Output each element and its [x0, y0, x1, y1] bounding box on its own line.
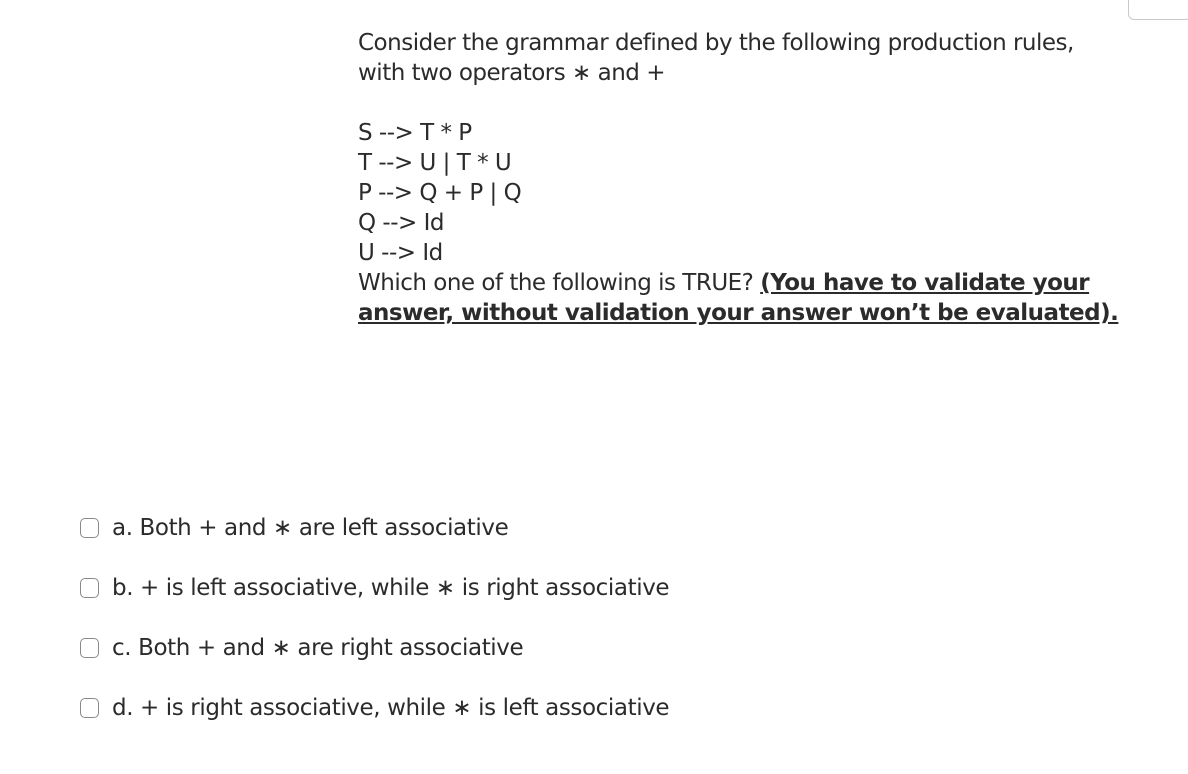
production-rule: U --> Id	[358, 240, 443, 266]
option-c[interactable]	[80, 631, 840, 691]
answer-options	[80, 511, 840, 751]
prompt-text: Which one of the following is TRUE?	[358, 270, 754, 296]
production-rule: S --> T * P	[358, 120, 472, 146]
checkbox[interactable]	[80, 698, 99, 718]
option-d[interactable]	[80, 691, 840, 751]
production-rule: T --> U | T * U	[358, 150, 512, 176]
production-rules	[358, 118, 1158, 268]
intro-line-1: Consider the grammar defined by the following production rules,	[358, 30, 1074, 56]
option-label: c. Both + and ∗ are right associative	[112, 635, 524, 661]
option-a[interactable]	[80, 511, 840, 571]
checkbox[interactable]	[80, 578, 99, 598]
production-rule: Q --> Id	[358, 210, 444, 236]
corner-button[interactable]	[1128, 0, 1188, 20]
checkbox[interactable]	[80, 638, 99, 658]
validation-note: (You have to validate your answer, without validation your answer won’t be evaluated).	[358, 270, 1119, 326]
checkbox[interactable]	[80, 518, 99, 538]
production-rule: P --> Q + P | Q	[358, 180, 522, 206]
intro-line-2: with two operators ∗ and +	[358, 60, 665, 86]
question-intro	[358, 28, 1158, 88]
option-label: d. + is right associative, while ∗ is left associative	[112, 695, 670, 721]
option-label: b. + is left associative, while ∗ is right associative	[112, 575, 670, 601]
question-text	[358, 28, 1158, 328]
question-prompt	[358, 268, 1158, 328]
option-b[interactable]	[80, 571, 840, 631]
option-label: a. Both + and ∗ are left associative	[112, 515, 509, 541]
